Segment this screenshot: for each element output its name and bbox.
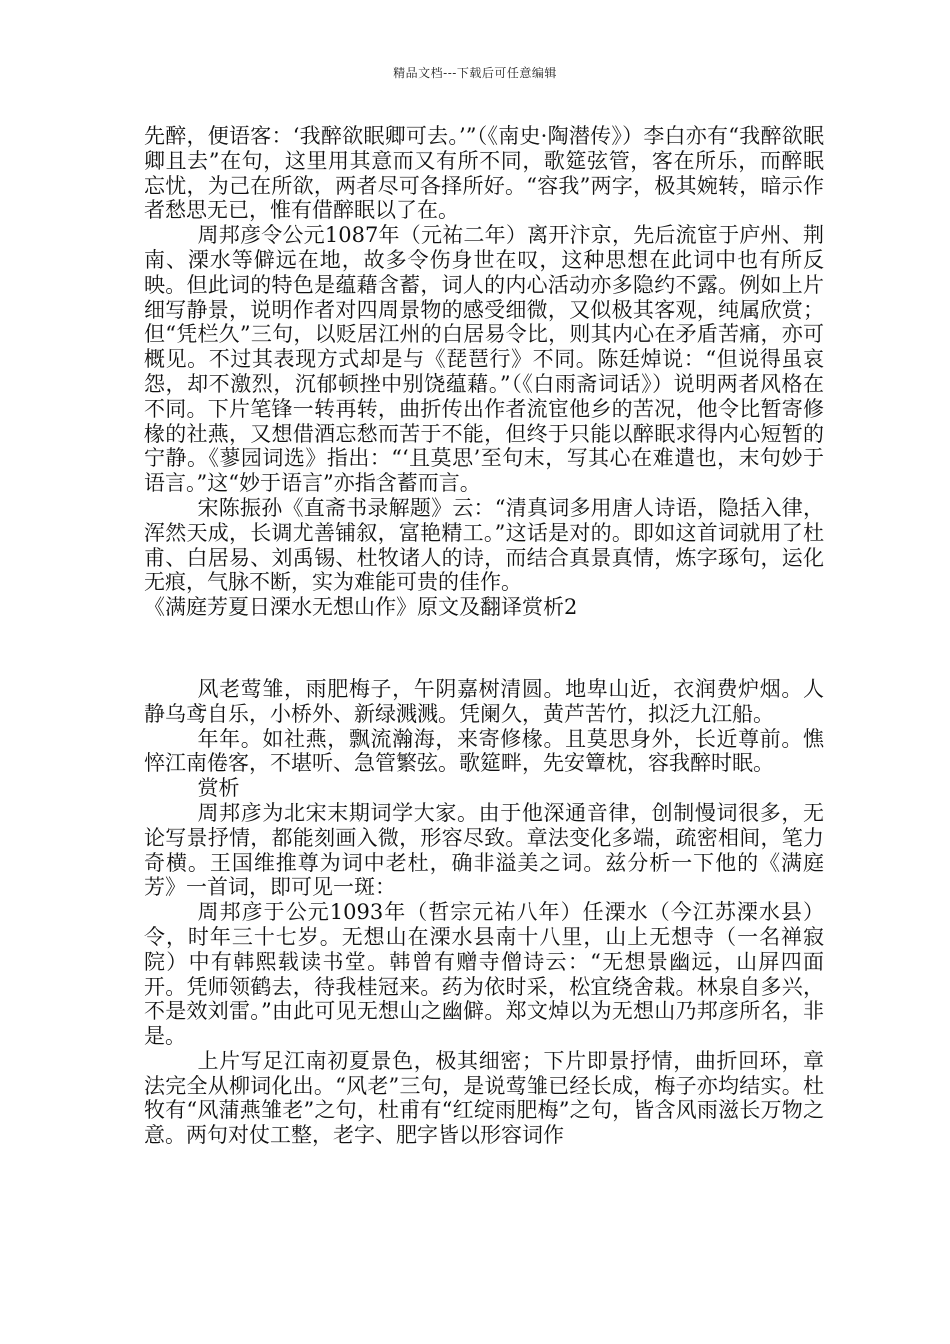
paragraph-continuation: 先醉，便语客：‘我醉欲眠卿可去。’”（《南史·陶潜传》）李白亦有“我醉欲眠卿且去”在句，这里用其意而又有所不同，歌筵弦管，客在所乐，而醉眠忘忧，为己在所欲，两者尽可各择所好。“容我”两字，极其婉转，暗示作者愁思无已，惟有借醉眠以了在。	[144, 124, 824, 223]
page-header: 精品文档---下载后可任意编辑	[393, 66, 557, 80]
section-title: 《满庭芳夏日溧水无想山作》原文及翻译赏析2	[144, 595, 578, 620]
paragraph-zhou-exile: 周邦彦令公元1087年（元祐二年）离开汴京，先后流宦于庐州、荆南、溧水等僻远在地，故多令伤身世在叹，这种思想在此词中也有所反映。但此词的特色是蕴藉含蓄，词人的内心活动亦多隐约不露。例如上片细写静景，说明作者对四周景物的感受细微，又似极其客观，纯属欣赏；但“凭栏久”三句，以贬居江州的白居易令比，则其内心在矛盾苦痛，亦可概见。不过其表现方式却是与《琵琶行》不同。陈廷焯说：“但说得虽哀怨，却不激烈，沉郁顿挫中别饶蕴藉。”（《白雨斋词话》）说明两者风格在不同。下片笔锋一转再转，曲折传出作者流宦他乡的苦况，他令比暂寄修椽的社燕，又想借酒忘愁而苦于不能，但终于只能以醉眠求得内心短暂的宁静。《蓼园词选》指出：“‘且莫思’至句末，写其心在难遣也，末句妙于语言。”这“妙于语言”亦指含蓄而言。	[144, 223, 824, 496]
document-body	[144, 124, 824, 1148]
paragraph-wuxiang-mountain: 周邦彦于公元1093年（哲宗元祐八年）任溧水（今江苏溧水县）令，时年三十七岁。无想山在溧水县南十八里，山上无想寺（一名禅寂院）中有韩熙载读书堂。韩曾有赠寺僧诗云：“无想景幽远，山屏四面开。凭师领鹤去，待我桂冠来。药为依时采，松宜绕舍栽。林泉自多兴，不是效刘雷。”由此可见无想山之幽僻。郑文焯以为无想山乃邦彦所名，非是。	[144, 900, 824, 1049]
paragraph-analysis-intro: 周邦彦为北宋末期词学大家。由于他深通音律，创制慢词很多，无论写景抒情，都能刻画入微，形容尽致。章法变化多端，疏密相间，笔力奇横。王国维推尊为词中老杜，确非溢美之词。兹分析一下他的《满庭芳》一首词，即可见一斑：	[144, 800, 824, 900]
poem-lower-stanza: 年年。如社燕，飘流瀚海，来寄修椽。且莫思身外，长近尊前。憔悴江南倦客，不堪听、急管繁弦。歌筵畔，先安簟枕，容我醉时眠。	[144, 726, 824, 776]
analysis-heading: 赏析	[197, 776, 240, 801]
paragraph-chen-zhensun: 宋陈振孙《直斋书录解题》云：“清真词多用唐人诗语，隐括入律，浑然天成，长调尤善铺叙，富艳精工。”这话是对的。即如这首词就用了杜甫、白居易、刘禹锡、杜牧诸人的诗，而结合真景真情，炼字琢句，运化无痕，气脉不断，实为难能可贵的佳作。	[144, 495, 824, 595]
paragraph-upper-lower-analysis: 上片写足江南初夏景色，极其细密；下片即景抒情，曲折回环，章法完全从柳词化出。“风老”三句，是说莺雏已经长成，梅子亦均结实。杜牧有“风蒲燕雏老”之句，杜甫有“红绽雨肥梅”之句，皆含风雨滋长万物之意。两句对仗工整，老字、肥字皆以形容词作	[144, 1048, 824, 1148]
poem-upper-stanza: 风老莺雏，雨肥梅子，午阴嘉树清圆。地卑山近，衣润费炉烟。人静乌鸢自乐，小桥外、新绿溅溅。凭阑久，黄芦苦竹，拟泛九江船。	[144, 676, 824, 726]
spacer	[144, 620, 824, 677]
